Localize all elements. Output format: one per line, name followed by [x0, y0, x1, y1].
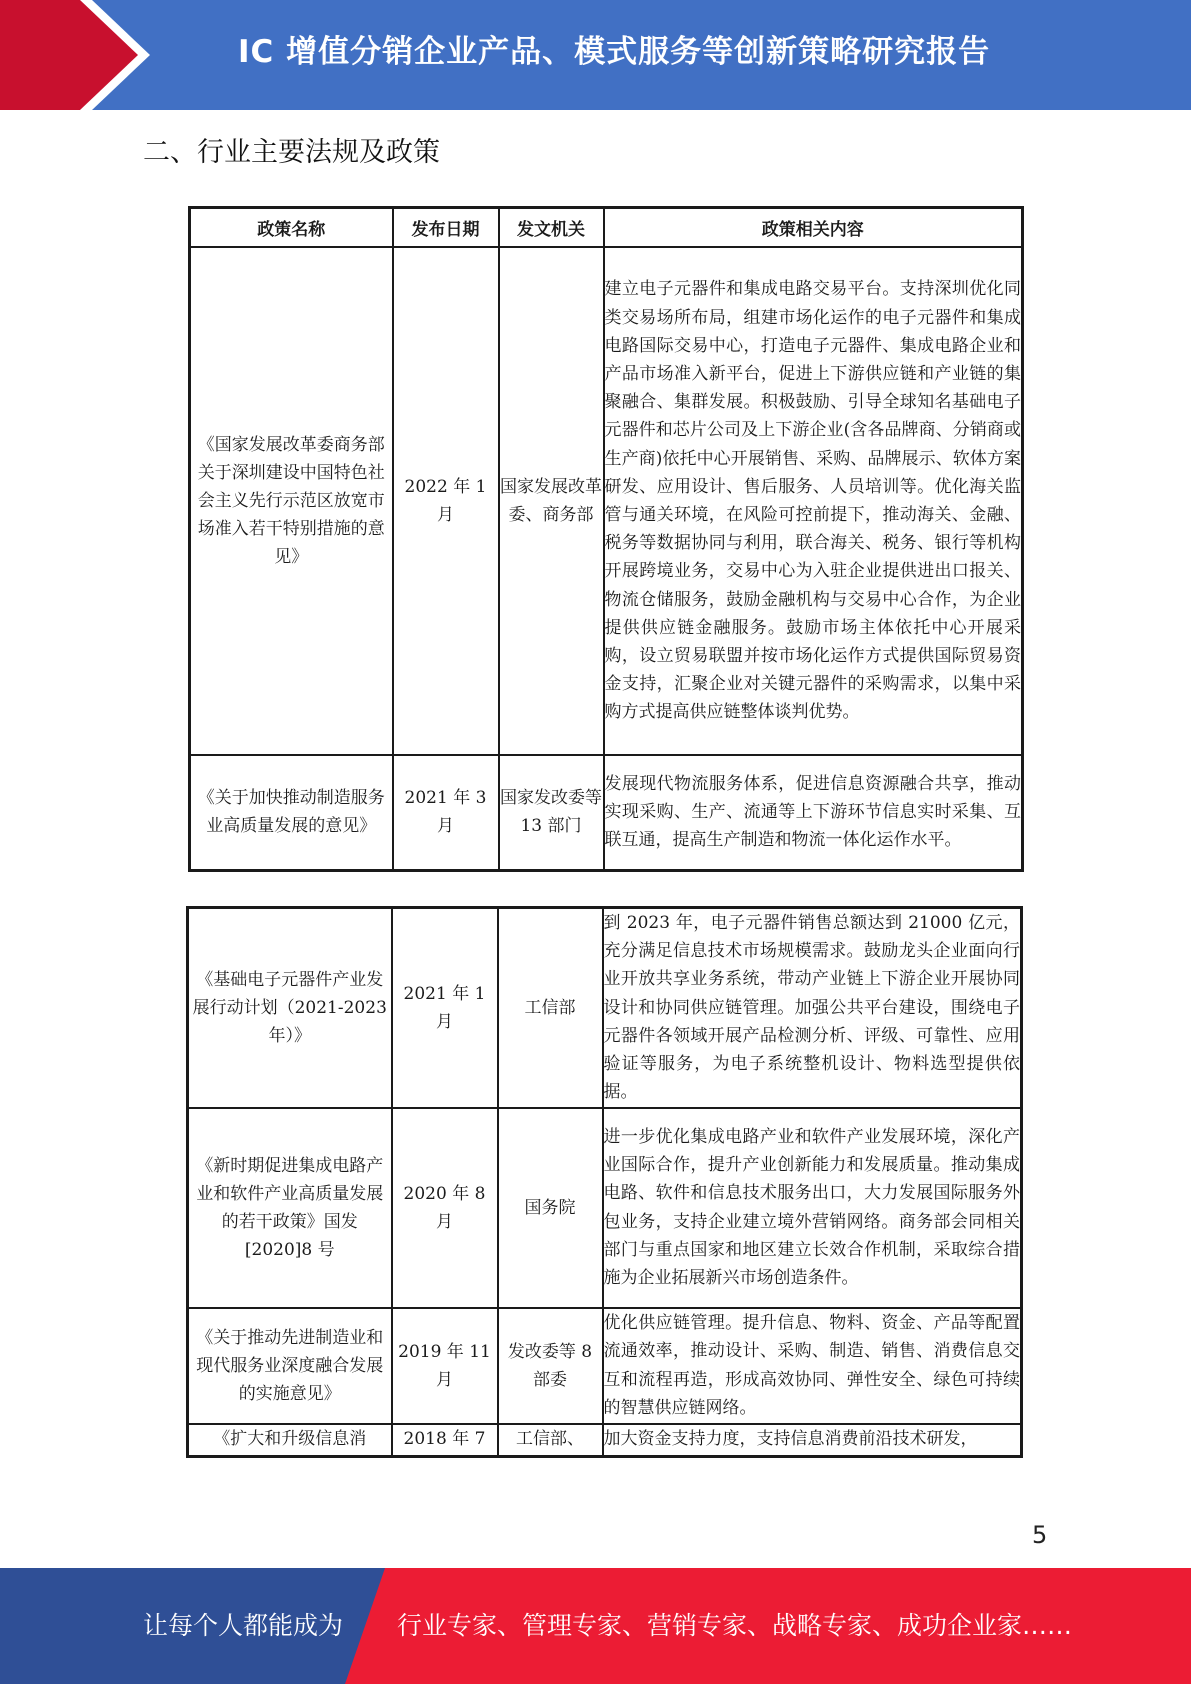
footer-slogan-left: 让每个人都能成为: [143, 1611, 344, 1640]
table-row: [188, 1108, 1022, 1308]
policy-org-cell: 工信部: [498, 908, 603, 1108]
table-row: [190, 755, 1023, 870]
table-row: [190, 247, 1023, 755]
policy-name-cell: 《国家发展改革委商务部关于深圳建设中国特色社会主义先行示范区放宽市场准入若干特别措施的意见》: [190, 247, 393, 755]
header-policy-content: 政策相关内容: [604, 208, 1023, 248]
policy-content-cell: 到 2023 年，电子元器件销售总额达到 21000 亿元，充分满足信息技术市场规模需求。鼓励龙头企业面向行业开放共享业务系统，带动产业链上下游企业开展协同设计和协同供应链管理。加强公共平台建设，围绕电子元器件各领域开展产品检测分析、评级、可靠性、应用验证等服务，为电子系统整机设计、物料选型提供依据。: [603, 908, 1022, 1108]
policy-date-cell: 2019 年 11 月: [392, 1308, 498, 1424]
header-banner: [0, 0, 1191, 110]
policy-org-cell: 国家发改委等 13 部门: [499, 755, 604, 870]
policy-date-cell: 2021 年 1 月: [392, 908, 498, 1108]
table-row: [188, 1424, 1022, 1457]
policy-org-cell: 发改委等 8 部委: [498, 1308, 603, 1424]
policy-name-cell: 《新时期促进集成电路产业和软件产业高质量发展的若干政策》国发[2020]8 号: [188, 1108, 392, 1308]
policy-name-cell: 《关于推动先进制造业和现代服务业深度融合发展的实施意见》: [188, 1308, 392, 1424]
table-row: [188, 1308, 1022, 1424]
policy-org-cell: 工信部、: [498, 1424, 603, 1457]
policy-date-cell: 2020 年 8 月: [392, 1108, 498, 1308]
section-heading: 二、行业主要法规及政策: [143, 137, 440, 168]
policy-table-part-2: [186, 906, 1023, 1458]
policy-date-cell: 2021 年 3 月: [393, 755, 499, 870]
policy-name-cell: 《扩大和升级信息消: [188, 1424, 392, 1457]
policy-date-cell: 2022 年 1 月: [393, 247, 499, 755]
policy-table-part-1: [188, 206, 1024, 872]
policy-content-cell: 加大资金支持力度，支持信息消费前沿技术研发，: [603, 1424, 1022, 1457]
table-header-row: [190, 208, 1023, 248]
header-release-date: 发布日期: [393, 208, 499, 248]
policy-content-cell: 发展现代物流服务体系，促进信息资源融合共享，推动实现采购、生产、流通等上下游环节信息实时采集、互联互通，提高生产制造和物流一体化运作水平。: [604, 755, 1023, 870]
header-issuing-authority: 发文机关: [499, 208, 604, 248]
table-row: [188, 908, 1022, 1108]
header-policy-name: 政策名称: [190, 208, 393, 248]
footer-banner: [0, 1568, 1191, 1684]
policy-org-cell: 国务院: [498, 1108, 603, 1308]
policy-org-cell: 国家发展改革委、商务部: [499, 247, 604, 755]
policy-name-cell: 《基础电子元器件产业发展行动计划（2021-2023 年）》: [188, 908, 392, 1108]
policy-content-cell: 优化供应链管理。提升信息、物料、资金、产品等配置流通效率，推动设计、采购、制造、销售、消费信息交互和流程再造，形成高效协同、弹性安全、绿色可持续的智慧供应链网络。: [603, 1308, 1022, 1424]
policy-name-cell: 《关于加快推动制造服务业高质量发展的意见》: [190, 755, 393, 870]
policy-content-cell: 建立电子元器件和集成电路交易平台。支持深圳优化同类交易场所布局，组建市场化运作的电子元器件和集成电路国际交易中心，打造电子元器件、集成电路企业和产品市场准入新平台，促进上下游供应链和产业链的集聚融合、集群发展。积极鼓励、引导全球知名基础电子元器件和芯片公司及上下游企业(含各品牌商、分销商或生产商)依托中心开展销售、采购、品牌展示、软体方案研发、应用设计、售后服务、人员培训等。优化海关监管与通关环境，在风险可控前提下，推动海关、金融、税务等数据协同与利用，联合海关、税务、银行等机构开展跨境业务，交易中心为入驻企业提供进出口报关、物流仓储服务，鼓励金融机构与交易中心合作，为企业提供供应链金融服务。鼓励市场主体依托中心开展采购，设立贸易联盟并按市场化运作方式提供国际贸易资金支持，汇聚企业对关键元器件的采购需求，以集中采购方式提高供应链整体谈判优势。: [604, 247, 1023, 755]
policy-date-cell: 2018 年 7: [392, 1424, 498, 1457]
report-title: IC 增值分销企业产品、模式服务等创新策略研究报告: [238, 34, 991, 70]
policy-content-cell: 进一步优化集成电路产业和软件产业发展环境，深化产业国际合作，提升产业创新能力和发展质量。推动集成电路、软件和信息技术服务出口，大力发展国际服务外包业务，支持企业建立境外营销网络。商务部会同相关部门与重点国家和地区建立长效合作机制，采取综合措施为企业拓展新兴市场创造条件。: [603, 1108, 1022, 1308]
footer-slogan-right: 行业专家、管理专家、营销专家、战略专家、成功企业家……: [397, 1611, 1073, 1640]
page-number: 5: [1032, 1521, 1048, 1549]
